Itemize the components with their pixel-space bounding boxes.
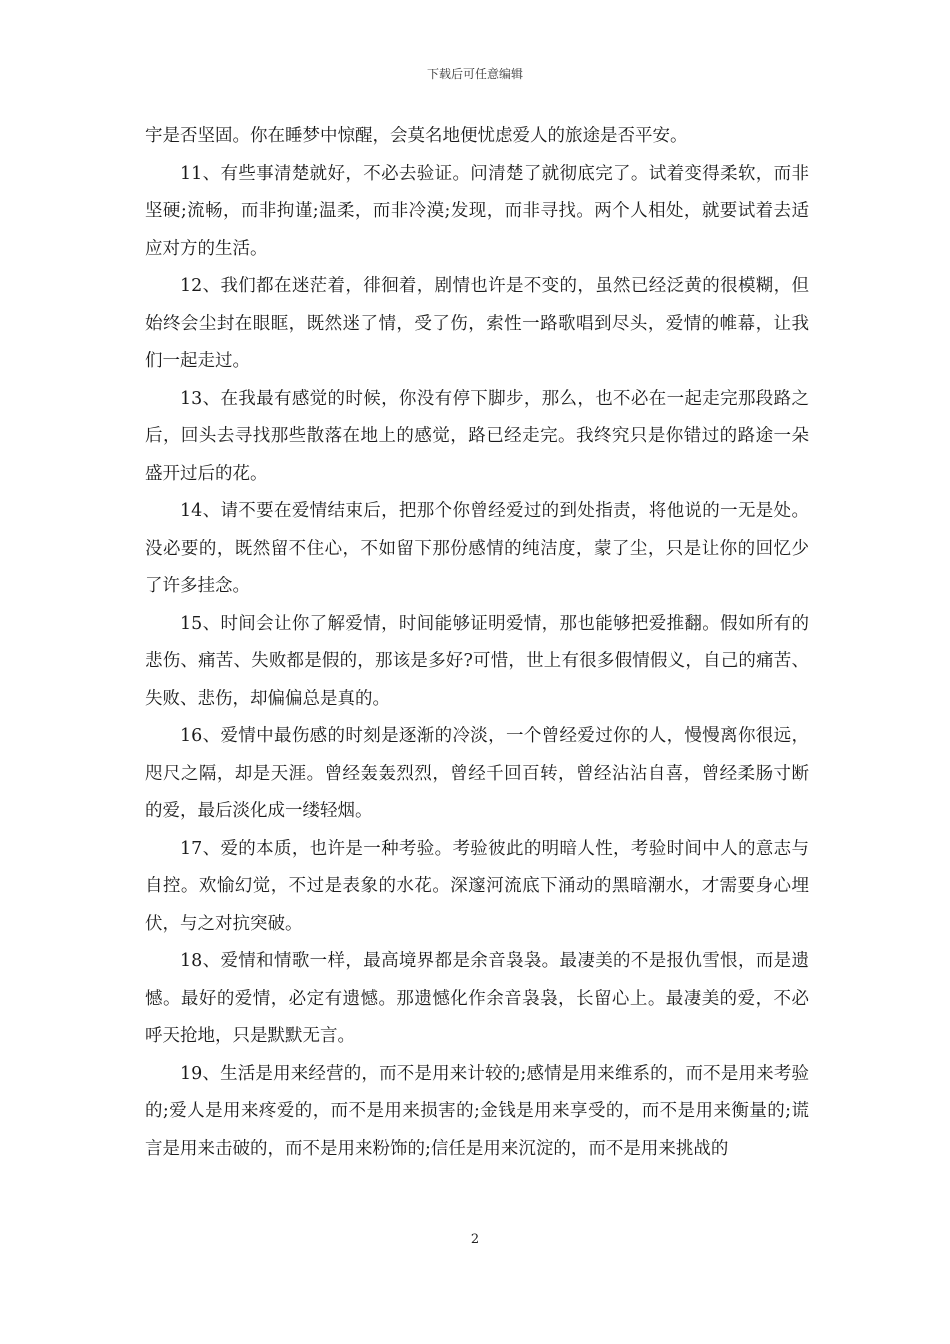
- paragraph-18: 18、爱情和情歌一样，最高境界都是余音袅袅。最凄美的不是报仇雪恨，而是遗憾。最好的爱情，必定有遗憾。那遗憾化作余音袅袅，长留心上。最凄美的爱，不必呼天抢地，只是默默无言。: [145, 951, 809, 1046]
- paragraph-17: 17、爱的本质，也许是一种考验。考验彼此的明暗人性，考验时间中人的意志与自控。欢愉幻觉，不过是表象的水花。深邃河流底下涌动的黑暗潮水，才需要身心埋伏，与之对抗突破。: [145, 838, 809, 934]
- paragraph-continuation: 宇是否坚固。你在睡梦中惊醒，会莫名地便忧虑爱人的旅途是否平安。: [145, 126, 688, 146]
- paragraph-11: 11、有些事清楚就好，不必去验证。问清楚了就彻底完了。试着变得柔软，而非坚硬;流畅，而非拘谨;温柔，而非冷漠;发现，而非寻找。两个人相处，就要试着去适应对方的生活。: [145, 163, 809, 259]
- paragraph-19: 19、生活是用来经营的，而不是用来计较的;感情是用来维系的，而不是用来考验的;爱人是用来疼爱的，而不是用来损害的;金钱是用来享受的，而不是用来衡量的;谎言是用来击破的，而不是用来粉饰的;信任是用来沉淀的，而不是用来挑战的: [145, 1063, 809, 1159]
- paragraph-12: 12、我们都在迷茫着，徘徊着，剧情也许是不变的，虽然已经泛黄的很模糊，但始终会尘封在眼眶，既然迷了情，受了伤，索性一路歌唱到尽头，爱情的帷幕，让我们一起走过。: [145, 276, 809, 371]
- page-number: 2: [470, 1232, 480, 1247]
- page-header: 下载后可任意编辑: [426, 67, 523, 81]
- document-body: [145, 118, 809, 1168]
- paragraph-16: 16、爱情中最伤感的时刻是逐渐的冷淡，一个曾经爱过你的人，慢慢离你很远，咫尺之隔，却是天涯。曾经轰轰烈烈，曾经千回百转，曾经沾沾自喜，曾经柔肠寸断的爱，最后淡化成一缕轻烟。: [145, 726, 809, 821]
- paragraph-13: 13、在我最有感觉的时候，你没有停下脚步，那么，也不必在一起走完那段路之后，回头去寻找那些散落在地上的感觉，路已经走完。我终究只是你错过的路途一朵盛开过后的花。: [145, 388, 809, 484]
- paragraph-14: 14、请不要在爱情结束后，把那个你曾经爱过的到处指责，将他说的一无是处。没必要的，既然留不住心，不如留下那份感情的纯洁度，蒙了尘，只是让你的回忆少了许多挂念。: [145, 501, 809, 596]
- paragraph-15: 15、时间会让你了解爱情，时间能够证明爱情，那也能够把爱推翻。假如所有的悲伤、痛苦、失败都是假的，那该是多好?可惜，世上有很多假情假义，自己的痛苦、失败、悲伤，却偏偏总是真的。: [145, 613, 809, 709]
